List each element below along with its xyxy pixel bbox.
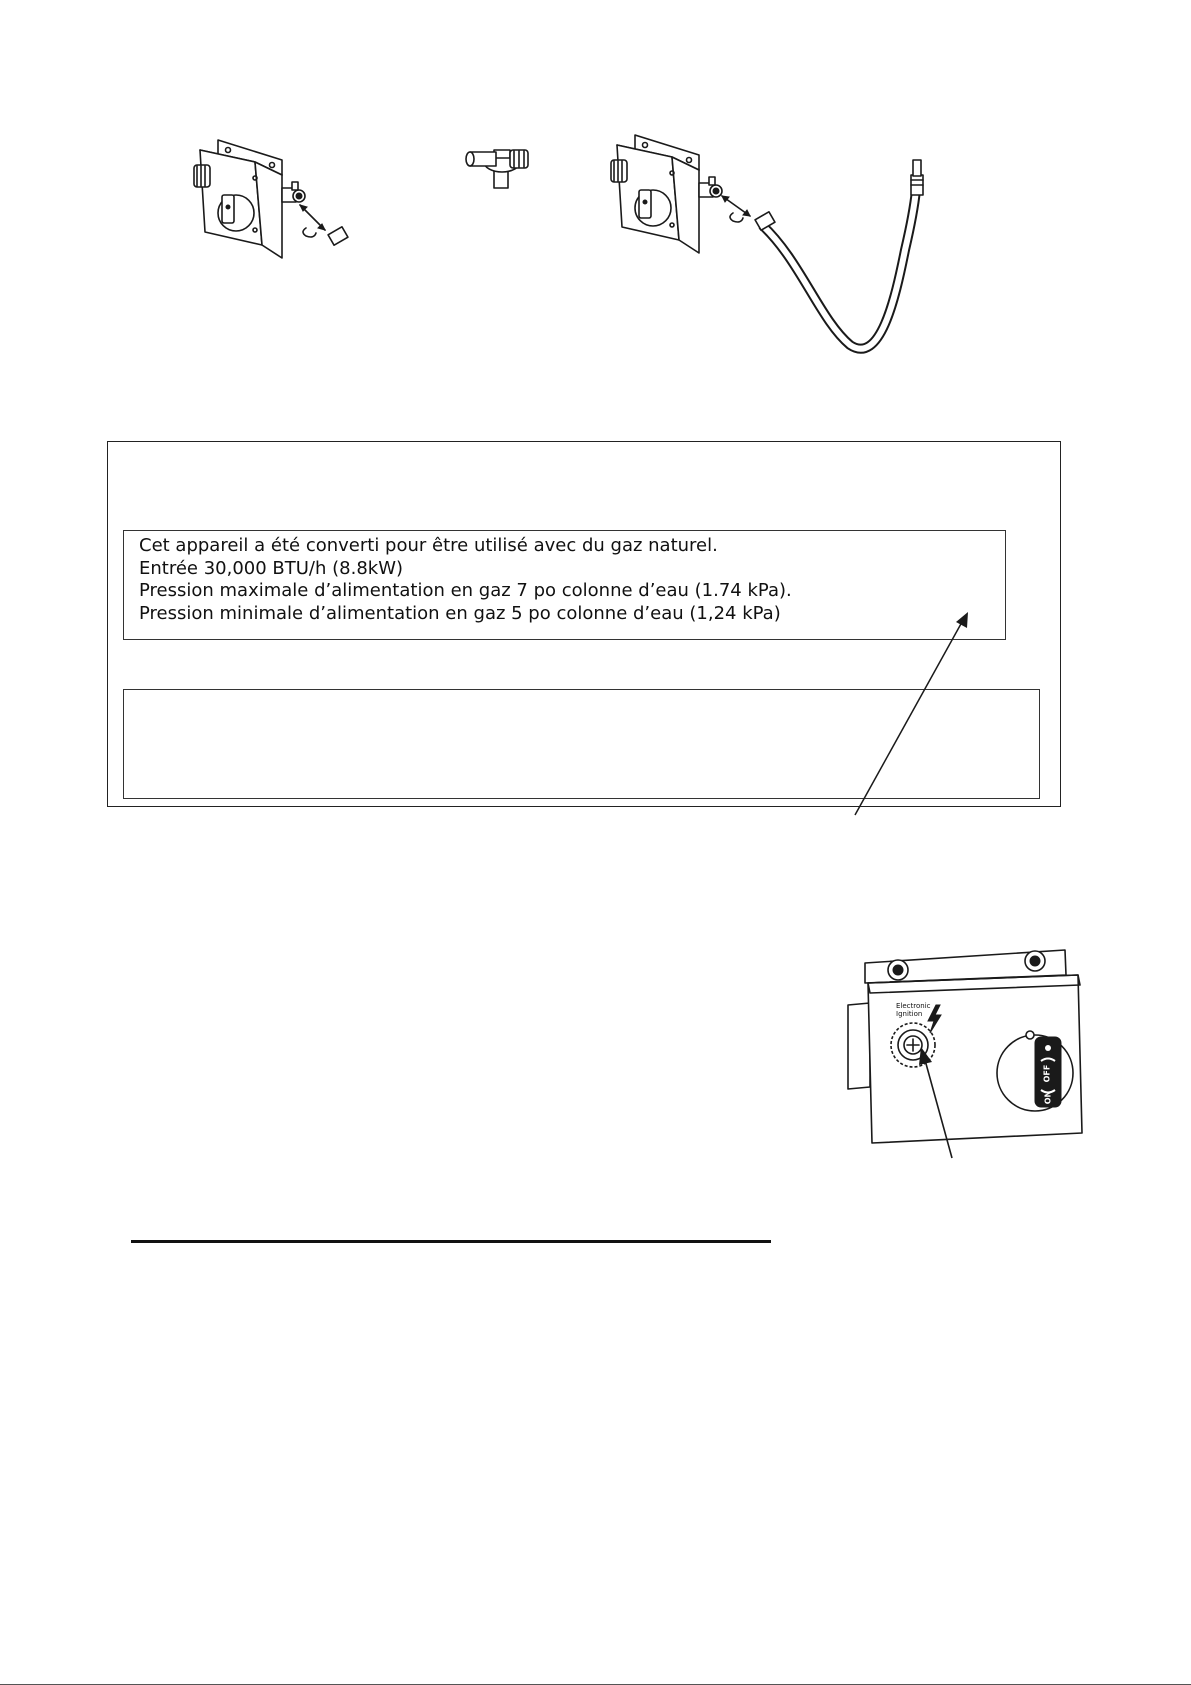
label-line-3: Pression maximale d’alimentation en gaz 7 po colonne d’eau (1.74 kPa). <box>139 580 792 601</box>
section-rule <box>131 1240 771 1243</box>
knob-off-label: OFF <box>1042 1064 1052 1083</box>
label-line-1: Cet appareil a été converti pour être utilisé avec du gaz naturel. <box>139 535 718 556</box>
knob-on-label: ON <box>1043 1090 1053 1105</box>
ignition-label: Electronic Ignition <box>896 1002 931 1018</box>
label-line-2: Entrée 30,000 BTU/h (8.8kW) <box>139 557 404 579</box>
label-line-4: Pression minimale d’alimentation en gaz 5 po colonne d’eau (1,24 kPa) <box>139 602 781 624</box>
